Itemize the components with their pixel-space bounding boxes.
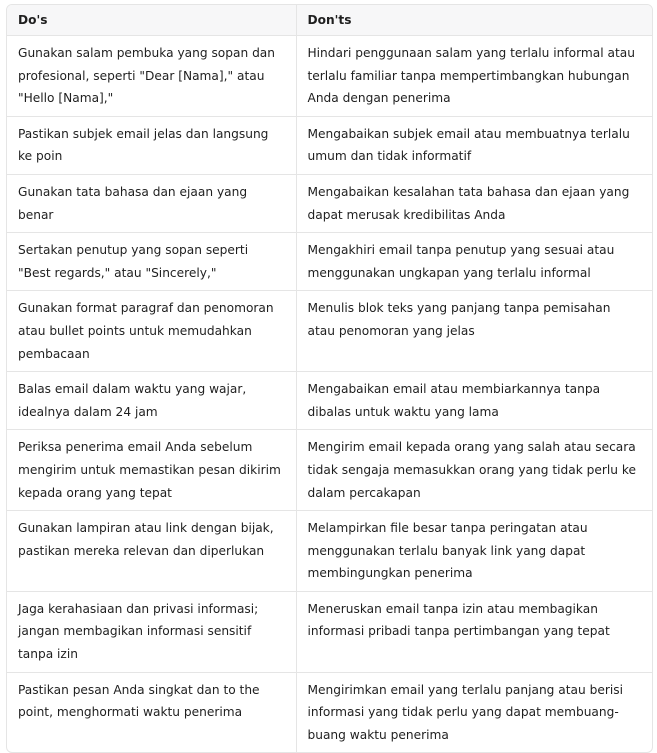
dont-cell: Mengirimkan email yang terlalu panjang atau berisi informasi yang tidak perlu yang dapat membuang-buang waktu penerima	[296, 672, 652, 752]
table-row	[7, 511, 652, 592]
table-row	[7, 672, 652, 752]
do-cell: Jaga kerahasiaan dan privasi informasi; jangan membagikan informasi sensitif tanpa izin	[7, 591, 296, 672]
dont-cell: Mengirim email kepada orang yang salah atau secara tidak sengaja memasukkan orang yang tidak perlu ke dalam percakapan	[296, 430, 652, 511]
dont-cell: Hindari penggunaan salam yang terlalu informal atau terlalu familiar tanpa mempertimbangkan hubungan Anda dengan penerima	[296, 36, 652, 117]
do-cell: Gunakan salam pembuka yang sopan dan profesional, seperti "Dear [Nama]," atau "Hello [Nama],"	[7, 36, 296, 117]
do-cell: Periksa penerima email Anda sebelum mengirim untuk memastikan pesan dikirim kepada orang yang tepat	[7, 430, 296, 511]
dont-cell: Menulis blok teks yang panjang tanpa pemisahan atau penomoran yang jelas	[296, 291, 652, 372]
dont-cell: Melampirkan file besar tanpa peringatan atau menggunakan terlalu banyak link yang dapat membingungkan penerima	[296, 511, 652, 592]
do-cell: Gunakan format paragraf dan penomoran atau bullet points untuk memudahkan pembacaan	[7, 291, 296, 372]
dont-cell: Mengakhiri email tanpa penutup yang sesuai atau menggunakan ungkapan yang terlalu informal	[296, 233, 652, 291]
header-dos: Do's	[7, 5, 296, 36]
do-cell: Pastikan subjek email jelas dan langsung ke poin	[7, 116, 296, 174]
table-row	[7, 372, 652, 430]
dos-donts-table-container	[6, 4, 653, 753]
do-cell: Sertakan penutup yang sopan seperti "Best regards," atau "Sincerely,"	[7, 233, 296, 291]
do-cell: Gunakan tata bahasa dan ejaan yang benar	[7, 174, 296, 232]
table-row	[7, 116, 652, 174]
table-row	[7, 430, 652, 511]
dos-donts-table	[7, 5, 652, 752]
table-header-row	[7, 5, 652, 36]
do-cell: Pastikan pesan Anda singkat dan to the point, menghormati waktu penerima	[18, 682, 260, 720]
table-row	[7, 233, 652, 291]
do-cell: Balas email dalam waktu yang wajar, idealnya dalam 24 jam	[7, 372, 296, 430]
table-row	[7, 591, 652, 672]
do-cell: Gunakan lampiran atau link dengan bijak, pastikan mereka relevan dan diperlukan	[7, 511, 296, 592]
table-row	[7, 174, 652, 232]
dont-cell: Mengabaikan email atau membiarkannya tanpa dibalas untuk waktu yang lama	[296, 372, 652, 430]
dont-cell: Mengabaikan kesalahan tata bahasa dan ejaan yang dapat merusak kredibilitas Anda	[296, 174, 652, 232]
header-donts: Don'ts	[296, 5, 652, 36]
table-row	[7, 36, 652, 117]
table-row	[7, 291, 652, 372]
dont-cell: Mengabaikan subjek email atau membuatnya terlalu umum dan tidak informatif	[296, 116, 652, 174]
dont-cell: Meneruskan email tanpa izin atau membagikan informasi pribadi tanpa pertimbangan yang tepat	[296, 591, 652, 672]
